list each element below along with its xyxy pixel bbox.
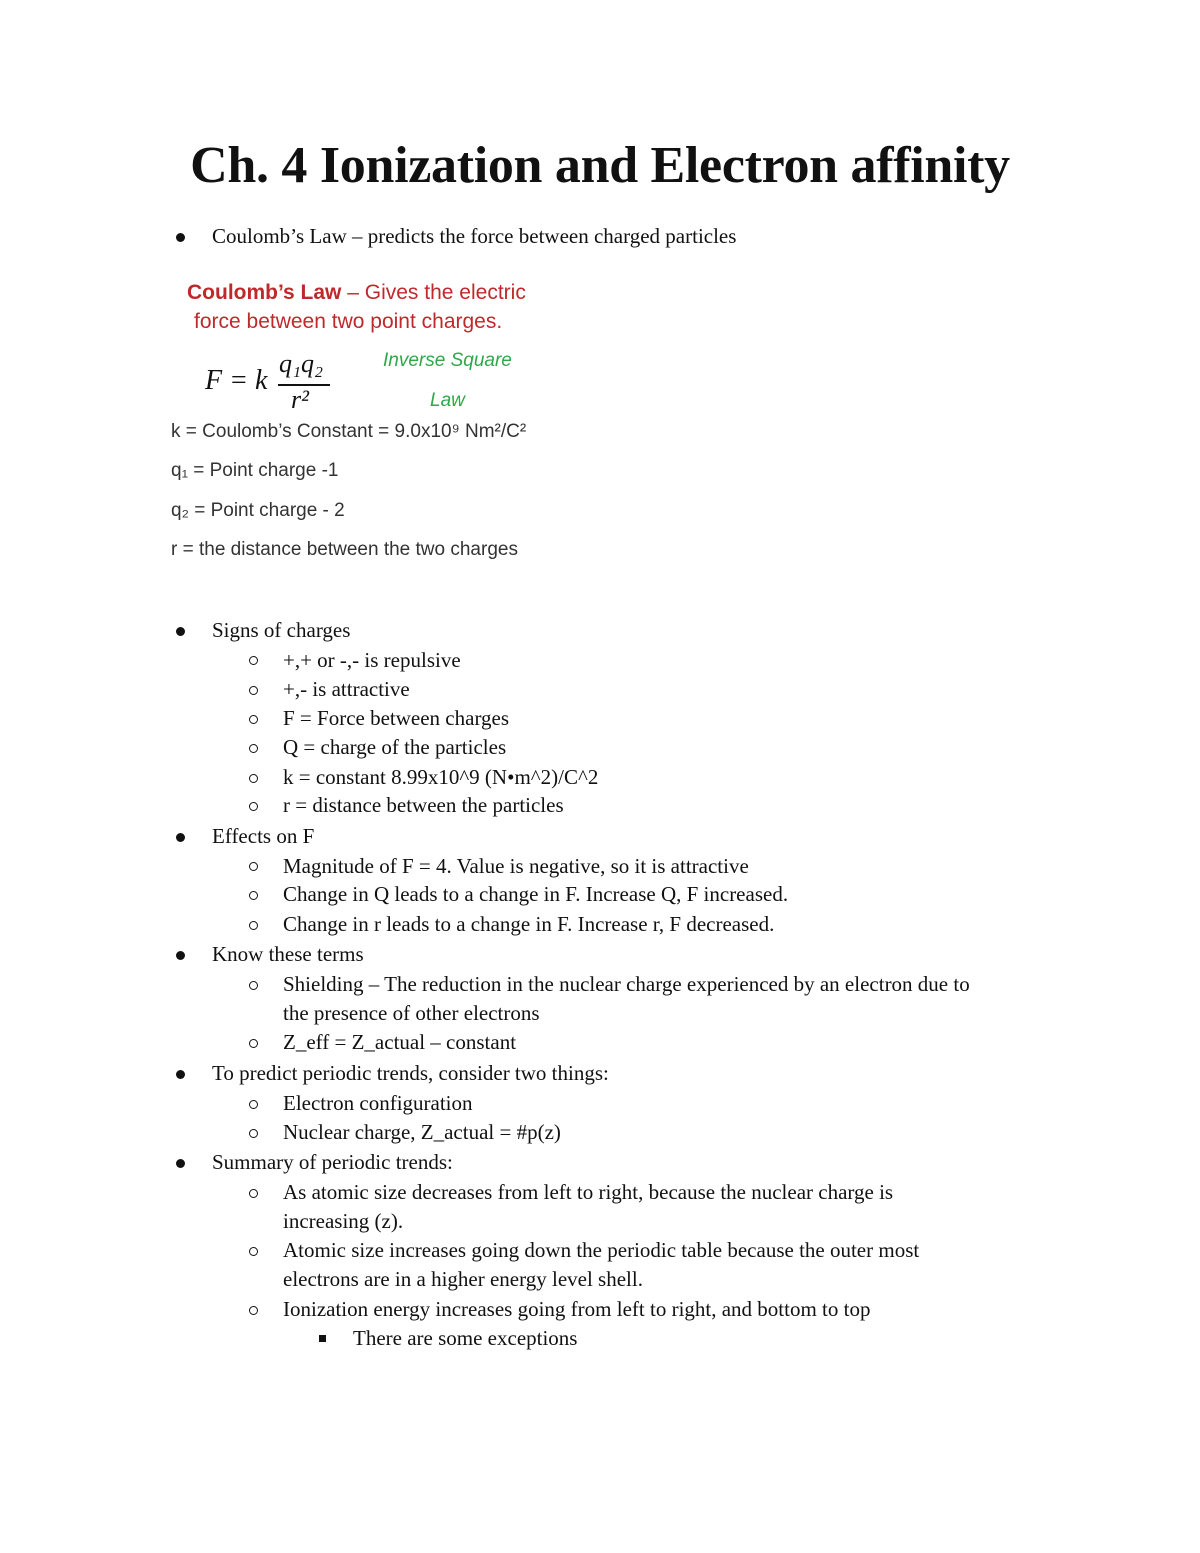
sub-bullet-icon (249, 862, 258, 871)
sub-bullet-icon (249, 1039, 258, 1048)
list-item: Summary of periodic trends: (212, 1150, 453, 1174)
inverse-square-label: Inverse Square (383, 350, 512, 371)
sub-bullet-icon (249, 656, 258, 665)
sub-list-item: Electron configuration (283, 1091, 473, 1115)
definition-q2: q₂ = Point charge - 2 (171, 500, 345, 521)
coulomb-formula (203, 349, 343, 425)
definition-q1: q₁ = Point charge -1 (171, 460, 339, 481)
figure-heading-line2: force between two point charges. (194, 310, 503, 333)
sub-list-item-continuation: increasing (z). (283, 1209, 404, 1233)
list-item: To predict periodic trends, consider two things: (212, 1061, 609, 1085)
sub-bullet-icon (249, 774, 258, 783)
sub-list-item: As atomic size decreases from left to right, because the nuclear charge is (283, 1180, 894, 1204)
sub-list-item: Nuclear charge, Z_actual = #p(z) (283, 1120, 561, 1144)
definition-k: k = Coulomb’s Constant = 9.0x10⁹ Nm²/C² (171, 421, 527, 442)
sub-list-item: +,- is attractive (283, 677, 410, 701)
sub-list-item: +,+ or -,- is repulsive (283, 648, 461, 672)
formula-denominator: r² (291, 385, 309, 414)
inverse-square-label-2: Law (430, 390, 465, 411)
list-item: Effects on F (212, 824, 315, 848)
sub-list-item: F = Force between charges (283, 706, 510, 730)
sub-list-item: Change in r leads to a change in F. Increase r, F decreased. (283, 912, 775, 936)
square-bullet-icon (319, 1335, 326, 1342)
figure-heading: Coulomb’s Law – Gives the electric (187, 281, 526, 304)
list-item: Signs of charges (212, 618, 351, 642)
sub-bullet-icon (249, 891, 258, 900)
sub-list-item-continuation: electrons are in a higher energy level shell. (283, 1267, 643, 1291)
bullet-icon (176, 233, 185, 242)
formula-lhs: F = k (205, 365, 268, 396)
sub-list-item: Magnitude of F = 4. Value is negative, so it is attractive (283, 854, 749, 878)
sub-list-item: Ionization energy increases going from left to right, and bottom to top (283, 1297, 871, 1321)
sub-list-item: k = constant 8.99x10^9 (N•m^2)/C^2 (283, 765, 599, 789)
bullet-icon (176, 833, 185, 842)
sub-list-item: Z_eff = Z_actual – constant (283, 1030, 517, 1054)
formula-numerator: q₁q₂ (279, 349, 324, 378)
sub-bullet-icon (249, 1247, 258, 1256)
sub-bullet-icon (249, 981, 258, 990)
sub-bullet-icon (249, 1306, 258, 1315)
coulomb-law-figure (165, 275, 585, 575)
list-item: Know these terms (212, 942, 364, 966)
sub-bullet-icon (249, 921, 258, 930)
sub-bullet-icon (249, 802, 258, 811)
sub-bullet-icon (249, 1189, 258, 1198)
sub-sub-list-item: There are some exceptions (353, 1326, 578, 1350)
sub-list-item: Change in Q leads to a change in F. Increase Q, F increased. (283, 882, 789, 906)
bullet-icon (176, 1159, 185, 1168)
sub-list-item: r = distance between the particles (283, 793, 564, 817)
sub-bullet-icon (249, 1100, 258, 1109)
sub-list-item: Atomic size increases going down the periodic table because the outer most (283, 1238, 920, 1262)
bullet-icon (176, 951, 185, 960)
sub-bullet-icon (249, 744, 258, 753)
sub-bullet-icon (249, 686, 258, 695)
bullet-icon (176, 627, 185, 636)
sub-list-item: Shielding – The reduction in the nuclear charge experienced by an electron due to (283, 972, 970, 996)
sub-bullet-icon (249, 1129, 258, 1138)
sub-bullet-icon (249, 715, 258, 724)
list-item: Coulomb’s Law – predicts the force between charged particles (212, 224, 737, 248)
bullet-icon (176, 1070, 185, 1079)
page-title: Ch. 4 Ionization and Electron affinity (190, 137, 1010, 194)
sub-list-item-continuation: the presence of other electrons (283, 1001, 540, 1025)
sub-list-item: Q = charge of the particles (283, 735, 507, 759)
definition-r: r = the distance between the two charges (171, 539, 518, 560)
